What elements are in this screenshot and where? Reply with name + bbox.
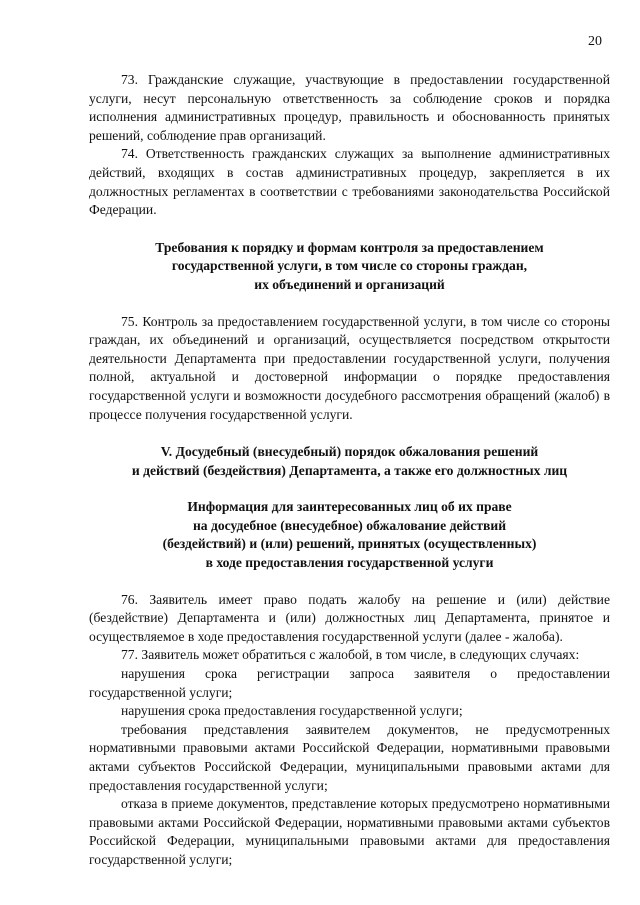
heading-line: (бездействий) и (или) решений, принятых (осуществленных) [162,536,537,552]
heading-line: Требования к порядку и формам контроля за предоставлением [155,239,544,255]
heading-line: на досудебное (внесудебное) обжалование действий [192,517,507,533]
page-number: 20 [588,34,602,49]
case-item: нарушения срока регистрации запроса заявителя о предоставлении государственной услуги; [89,666,610,700]
heading-line: и действий (бездействия) Департамента, а также его должностных лиц [131,462,568,478]
heading-appeal-information [89,498,610,572]
heading-line: V. Досудебный (внесудебный) порядок обжалования решений [160,444,539,460]
case-item: нарушения срока предоставления государственной услуги; [121,703,463,719]
page-content [89,71,610,870]
heading-line: Информация для заинтересованных лиц об их праве [187,499,512,515]
heading-line: в ходе предоставления государственной услуги [205,555,494,571]
paragraph-76: 76. Заявитель имеет право подать жалобу на решение и (или) действие (бездействие) Департамента и (или) должностных лиц Департамента, принятое и осуществляемое в ходе предоставления государственной услуги (далее - жалоба). [89,591,610,644]
heading-line: государственной услуги, в том числе со стороны граждан, [171,258,528,274]
paragraph-74: 74. Ответственность гражданских служащих за выполнение административных действий, входящих в состав административных процедур, закрепляется в их должностных регламентах в соответствии с требованиями законодательства Российской Федерации. [89,146,610,218]
paragraph-73: 73. Гражданские служащие, участвующие в предоставлении государственной услуги, несут персональную ответственность за соблюдение сроков и порядка исполнения административных процедур, правильность и обоснованность принятых решений, соблюдение прав организаций. [89,72,610,143]
case-item: отказа в приеме документов, представление которых предусмотрено нормативными правовыми актами Российской Федерации, нормативными правовыми актами субъектов Российской Федерации, муниципальными правовыми актами для предоставления государственной услуги; [89,796,610,867]
heading-control-requirements [89,239,610,295]
heading-line: их объединений и организаций [254,276,445,292]
paragraph-77: 77. Заявитель может обратиться с жалобой, в том числе, в следующих случаях: [121,647,580,663]
case-item: требования представления заявителем документов, не предусмотренных нормативными правовыми актами Российской Федерации, нормативными правовыми актами субъектов Российской Федерации, муниципальными правовыми актами для предоставления государственной услуги; [89,721,610,793]
heading-section-5 [89,443,610,480]
paragraph-75: 75. Контроль за предоставлением государственной услуги, в том числе со стороны граждан, их объединений и организаций, осуществляется посредством открытости деятельности Департамента при предоставлении государственной услуги, получения полной, актуальной и достоверной информации о порядке предоставления государственной услуги и возможности досудебного рассмотрения обращений (жалоб) в процессе получения государственной услуги. [89,313,610,422]
